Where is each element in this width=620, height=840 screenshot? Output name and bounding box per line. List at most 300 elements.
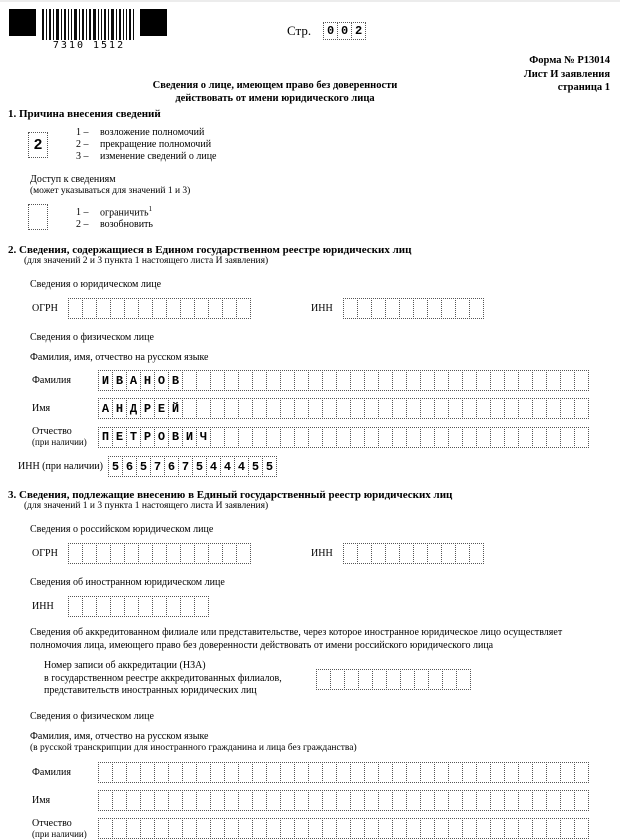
cell[interactable] bbox=[490, 398, 505, 419]
cell[interactable] bbox=[166, 596, 181, 617]
cell[interactable] bbox=[224, 762, 239, 783]
cell[interactable] bbox=[406, 762, 421, 783]
cell[interactable] bbox=[406, 427, 421, 448]
section3-foreign-inn-field[interactable] bbox=[68, 596, 209, 617]
cell[interactable] bbox=[96, 543, 111, 564]
cell[interactable] bbox=[280, 427, 295, 448]
cell[interactable] bbox=[532, 398, 547, 419]
cell[interactable] bbox=[434, 790, 449, 811]
cell[interactable] bbox=[126, 818, 141, 839]
cell[interactable] bbox=[236, 298, 251, 319]
cell[interactable] bbox=[420, 370, 435, 391]
cell[interactable] bbox=[112, 818, 127, 839]
cell[interactable] bbox=[350, 762, 365, 783]
cell[interactable] bbox=[68, 298, 83, 319]
cell[interactable]: Е bbox=[112, 427, 127, 448]
cell[interactable] bbox=[504, 398, 519, 419]
cell[interactable] bbox=[518, 427, 533, 448]
cell[interactable] bbox=[308, 818, 323, 839]
cell[interactable] bbox=[462, 370, 477, 391]
nza-field[interactable] bbox=[316, 669, 471, 690]
cell[interactable] bbox=[504, 790, 519, 811]
cell[interactable] bbox=[350, 790, 365, 811]
cell[interactable] bbox=[392, 790, 407, 811]
section2-inn-person-field[interactable] bbox=[108, 456, 277, 477]
cell[interactable] bbox=[358, 669, 373, 690]
cell[interactable] bbox=[322, 398, 337, 419]
cell[interactable] bbox=[385, 298, 400, 319]
cell[interactable] bbox=[392, 427, 407, 448]
cell[interactable] bbox=[455, 298, 470, 319]
cell[interactable] bbox=[378, 762, 393, 783]
cell[interactable] bbox=[476, 427, 491, 448]
cell[interactable] bbox=[504, 762, 519, 783]
cell[interactable]: В bbox=[168, 370, 183, 391]
cell[interactable] bbox=[252, 818, 267, 839]
cell[interactable] bbox=[280, 762, 295, 783]
cell[interactable] bbox=[364, 398, 379, 419]
cell[interactable] bbox=[252, 370, 267, 391]
cell[interactable]: Т bbox=[126, 427, 141, 448]
cell[interactable] bbox=[196, 790, 211, 811]
cell[interactable] bbox=[560, 427, 575, 448]
cell[interactable] bbox=[392, 818, 407, 839]
cell[interactable] bbox=[294, 398, 309, 419]
cell[interactable] bbox=[469, 543, 484, 564]
cell[interactable] bbox=[546, 762, 561, 783]
cell[interactable] bbox=[124, 298, 139, 319]
cell[interactable] bbox=[224, 790, 239, 811]
cell[interactable] bbox=[266, 398, 281, 419]
cell[interactable] bbox=[182, 762, 197, 783]
cell[interactable] bbox=[238, 818, 253, 839]
cell[interactable] bbox=[182, 818, 197, 839]
cell[interactable] bbox=[462, 398, 477, 419]
cell[interactable] bbox=[210, 818, 225, 839]
cell[interactable]: В bbox=[112, 370, 127, 391]
cell[interactable] bbox=[280, 818, 295, 839]
cell[interactable] bbox=[180, 596, 195, 617]
cell[interactable] bbox=[456, 669, 471, 690]
section2-ogrn-field[interactable] bbox=[68, 298, 251, 319]
cell[interactable] bbox=[546, 427, 561, 448]
cell[interactable] bbox=[490, 818, 505, 839]
cell[interactable] bbox=[266, 762, 281, 783]
section3-ogrn-field[interactable] bbox=[68, 543, 251, 564]
cell[interactable] bbox=[574, 818, 589, 839]
cell[interactable] bbox=[336, 762, 351, 783]
access-checkbox[interactable] bbox=[28, 204, 48, 230]
section2-name-field[interactable] bbox=[98, 398, 589, 419]
cell[interactable] bbox=[154, 790, 169, 811]
cell[interactable] bbox=[280, 398, 295, 419]
cell[interactable] bbox=[168, 762, 183, 783]
cell[interactable]: Р bbox=[140, 398, 155, 419]
cell[interactable] bbox=[420, 762, 435, 783]
page-number-boxes[interactable] bbox=[323, 22, 366, 40]
cell[interactable] bbox=[322, 790, 337, 811]
cell[interactable] bbox=[392, 398, 407, 419]
cell[interactable]: 0 bbox=[337, 22, 352, 40]
cell[interactable]: 5 bbox=[192, 456, 207, 477]
cell[interactable] bbox=[280, 370, 295, 391]
section2-surname-field[interactable] bbox=[98, 370, 589, 391]
cell[interactable] bbox=[316, 669, 331, 690]
cell[interactable] bbox=[238, 762, 253, 783]
cell[interactable] bbox=[364, 762, 379, 783]
cell[interactable]: 5 bbox=[248, 456, 263, 477]
cell[interactable] bbox=[336, 790, 351, 811]
cell[interactable] bbox=[252, 790, 267, 811]
cell[interactable] bbox=[180, 298, 195, 319]
cell[interactable] bbox=[266, 370, 281, 391]
cell[interactable]: 6 bbox=[164, 456, 179, 477]
cell[interactable] bbox=[343, 298, 358, 319]
cell[interactable]: 4 bbox=[234, 456, 249, 477]
cell[interactable] bbox=[420, 398, 435, 419]
cell[interactable] bbox=[504, 427, 519, 448]
cell[interactable] bbox=[138, 298, 153, 319]
cell[interactable] bbox=[322, 818, 337, 839]
cell[interactable] bbox=[350, 370, 365, 391]
cell[interactable] bbox=[574, 762, 589, 783]
cell[interactable] bbox=[110, 298, 125, 319]
cell[interactable] bbox=[182, 790, 197, 811]
cell[interactable]: 6 bbox=[122, 456, 137, 477]
cell[interactable] bbox=[308, 427, 323, 448]
cell[interactable]: И bbox=[98, 370, 113, 391]
cell[interactable] bbox=[124, 596, 139, 617]
cell[interactable] bbox=[110, 543, 125, 564]
cell[interactable] bbox=[280, 790, 295, 811]
cell[interactable] bbox=[166, 298, 181, 319]
cell[interactable]: 5 bbox=[108, 456, 123, 477]
cell[interactable] bbox=[68, 543, 83, 564]
cell[interactable] bbox=[154, 818, 169, 839]
cell[interactable] bbox=[448, 818, 463, 839]
cell[interactable] bbox=[364, 818, 379, 839]
cell[interactable] bbox=[252, 762, 267, 783]
cell[interactable] bbox=[364, 790, 379, 811]
cell[interactable] bbox=[434, 818, 449, 839]
cell[interactable] bbox=[238, 398, 253, 419]
cell[interactable] bbox=[428, 669, 443, 690]
cell[interactable] bbox=[504, 370, 519, 391]
cell[interactable] bbox=[336, 818, 351, 839]
cell[interactable] bbox=[182, 398, 197, 419]
cell[interactable] bbox=[441, 543, 456, 564]
cell[interactable] bbox=[560, 790, 575, 811]
section3-name-field[interactable] bbox=[98, 790, 589, 811]
cell[interactable]: Д bbox=[126, 398, 141, 419]
cell[interactable] bbox=[357, 543, 372, 564]
cell[interactable]: И bbox=[182, 427, 197, 448]
cell[interactable] bbox=[378, 398, 393, 419]
cell[interactable]: 5 bbox=[262, 456, 277, 477]
cell[interactable] bbox=[399, 543, 414, 564]
cell[interactable] bbox=[238, 427, 253, 448]
cell[interactable] bbox=[448, 762, 463, 783]
cell[interactable] bbox=[560, 398, 575, 419]
cell[interactable] bbox=[152, 298, 167, 319]
cell[interactable] bbox=[322, 762, 337, 783]
cell[interactable] bbox=[434, 398, 449, 419]
cell[interactable] bbox=[462, 427, 477, 448]
cell[interactable] bbox=[82, 543, 97, 564]
cell[interactable] bbox=[180, 543, 195, 564]
reason-checkbox[interactable] bbox=[28, 132, 48, 158]
cell[interactable] bbox=[224, 370, 239, 391]
cell[interactable] bbox=[427, 298, 442, 319]
cell[interactable] bbox=[420, 818, 435, 839]
cell[interactable] bbox=[476, 370, 491, 391]
cell[interactable] bbox=[420, 427, 435, 448]
cell[interactable] bbox=[112, 790, 127, 811]
section3-surname-field[interactable] bbox=[98, 762, 589, 783]
cell[interactable] bbox=[532, 790, 547, 811]
cell[interactable] bbox=[476, 762, 491, 783]
cell[interactable] bbox=[518, 790, 533, 811]
cell[interactable] bbox=[294, 427, 309, 448]
cell[interactable]: А bbox=[126, 370, 141, 391]
cell[interactable] bbox=[224, 818, 239, 839]
cell[interactable] bbox=[210, 762, 225, 783]
cell[interactable] bbox=[546, 818, 561, 839]
cell[interactable] bbox=[96, 298, 111, 319]
cell[interactable]: Й bbox=[168, 398, 183, 419]
cell[interactable] bbox=[476, 398, 491, 419]
cell[interactable]: Н bbox=[112, 398, 127, 419]
cell[interactable]: О bbox=[154, 370, 169, 391]
cell[interactable] bbox=[448, 790, 463, 811]
section2-inn-field[interactable] bbox=[343, 298, 484, 319]
cell[interactable] bbox=[82, 596, 97, 617]
cell[interactable] bbox=[462, 762, 477, 783]
cell[interactable] bbox=[330, 669, 345, 690]
cell[interactable] bbox=[168, 818, 183, 839]
cell[interactable] bbox=[336, 370, 351, 391]
section3-patronymic-field[interactable] bbox=[98, 818, 589, 839]
cell[interactable] bbox=[210, 790, 225, 811]
cell[interactable] bbox=[560, 370, 575, 391]
cell[interactable] bbox=[138, 543, 153, 564]
cell[interactable] bbox=[546, 398, 561, 419]
cell[interactable] bbox=[399, 298, 414, 319]
cell[interactable] bbox=[28, 204, 48, 230]
cell[interactable] bbox=[266, 790, 281, 811]
cell[interactable] bbox=[294, 790, 309, 811]
cell[interactable] bbox=[364, 370, 379, 391]
cell[interactable] bbox=[371, 543, 386, 564]
cell[interactable] bbox=[455, 543, 470, 564]
cell[interactable] bbox=[406, 398, 421, 419]
cell[interactable] bbox=[308, 790, 323, 811]
cell[interactable] bbox=[168, 790, 183, 811]
cell[interactable] bbox=[462, 790, 477, 811]
cell[interactable] bbox=[222, 543, 237, 564]
cell[interactable] bbox=[504, 818, 519, 839]
cell[interactable] bbox=[442, 669, 457, 690]
cell[interactable] bbox=[476, 818, 491, 839]
cell[interactable] bbox=[140, 818, 155, 839]
cell[interactable]: 5 bbox=[136, 456, 151, 477]
cell[interactable] bbox=[490, 427, 505, 448]
cell[interactable] bbox=[112, 762, 127, 783]
cell[interactable] bbox=[194, 596, 209, 617]
cell[interactable] bbox=[469, 298, 484, 319]
cell[interactable] bbox=[518, 370, 533, 391]
cell[interactable] bbox=[166, 543, 181, 564]
cell[interactable] bbox=[154, 762, 169, 783]
cell[interactable] bbox=[224, 427, 239, 448]
cell[interactable] bbox=[138, 596, 153, 617]
cell[interactable] bbox=[98, 790, 113, 811]
cell[interactable] bbox=[252, 427, 267, 448]
cell[interactable] bbox=[546, 370, 561, 391]
cell[interactable] bbox=[372, 669, 387, 690]
cell[interactable] bbox=[532, 370, 547, 391]
cell[interactable]: П bbox=[98, 427, 113, 448]
cell[interactable]: 4 bbox=[206, 456, 221, 477]
cell[interactable] bbox=[236, 543, 251, 564]
cell[interactable]: Р bbox=[140, 427, 155, 448]
cell[interactable] bbox=[448, 427, 463, 448]
cell[interactable] bbox=[357, 298, 372, 319]
cell[interactable] bbox=[420, 790, 435, 811]
cell[interactable] bbox=[238, 790, 253, 811]
cell[interactable] bbox=[532, 762, 547, 783]
cell[interactable] bbox=[208, 298, 223, 319]
cell[interactable] bbox=[518, 818, 533, 839]
cell[interactable]: Ч bbox=[196, 427, 211, 448]
cell[interactable] bbox=[196, 398, 211, 419]
cell[interactable] bbox=[364, 427, 379, 448]
cell[interactable]: В bbox=[168, 427, 183, 448]
cell[interactable] bbox=[406, 370, 421, 391]
cell[interactable] bbox=[448, 370, 463, 391]
cell[interactable] bbox=[96, 596, 111, 617]
cell[interactable] bbox=[414, 669, 429, 690]
cell[interactable] bbox=[378, 370, 393, 391]
cell[interactable] bbox=[532, 818, 547, 839]
cell[interactable] bbox=[110, 596, 125, 617]
cell[interactable] bbox=[385, 543, 400, 564]
cell[interactable] bbox=[308, 398, 323, 419]
cell[interactable] bbox=[434, 370, 449, 391]
cell[interactable] bbox=[546, 790, 561, 811]
cell[interactable] bbox=[462, 818, 477, 839]
cell[interactable] bbox=[532, 427, 547, 448]
cell[interactable] bbox=[126, 790, 141, 811]
cell[interactable]: 0 bbox=[323, 22, 338, 40]
cell[interactable] bbox=[322, 427, 337, 448]
cell[interactable] bbox=[210, 398, 225, 419]
cell[interactable] bbox=[182, 370, 197, 391]
cell[interactable] bbox=[378, 790, 393, 811]
section3-inn-field[interactable] bbox=[343, 543, 484, 564]
cell[interactable] bbox=[196, 818, 211, 839]
cell[interactable] bbox=[434, 762, 449, 783]
cell[interactable] bbox=[266, 427, 281, 448]
cell[interactable] bbox=[266, 818, 281, 839]
cell[interactable] bbox=[210, 370, 225, 391]
cell[interactable]: 7 bbox=[150, 456, 165, 477]
cell[interactable] bbox=[194, 298, 209, 319]
cell[interactable] bbox=[224, 398, 239, 419]
cell[interactable] bbox=[82, 298, 97, 319]
cell[interactable] bbox=[350, 818, 365, 839]
cell[interactable]: А bbox=[98, 398, 113, 419]
cell[interactable] bbox=[252, 398, 267, 419]
cell[interactable] bbox=[413, 543, 428, 564]
cell[interactable] bbox=[336, 398, 351, 419]
cell[interactable] bbox=[308, 370, 323, 391]
cell[interactable]: Н bbox=[140, 370, 155, 391]
cell[interactable] bbox=[124, 543, 139, 564]
cell[interactable] bbox=[126, 762, 141, 783]
cell[interactable]: 4 bbox=[220, 456, 235, 477]
cell[interactable]: Е bbox=[154, 398, 169, 419]
cell[interactable] bbox=[294, 370, 309, 391]
cell[interactable] bbox=[322, 370, 337, 391]
cell[interactable] bbox=[392, 762, 407, 783]
cell[interactable]: 2 bbox=[28, 132, 48, 158]
cell[interactable]: 7 bbox=[178, 456, 193, 477]
cell[interactable] bbox=[574, 427, 589, 448]
cell[interactable] bbox=[427, 543, 442, 564]
cell[interactable] bbox=[98, 762, 113, 783]
cell[interactable] bbox=[350, 427, 365, 448]
cell[interactable] bbox=[208, 543, 223, 564]
cell[interactable] bbox=[490, 762, 505, 783]
cell[interactable] bbox=[196, 762, 211, 783]
cell[interactable] bbox=[98, 818, 113, 839]
cell[interactable] bbox=[378, 427, 393, 448]
cell[interactable] bbox=[344, 669, 359, 690]
cell[interactable] bbox=[386, 669, 401, 690]
cell[interactable] bbox=[413, 298, 428, 319]
cell[interactable] bbox=[371, 298, 386, 319]
cell[interactable] bbox=[238, 370, 253, 391]
cell[interactable] bbox=[378, 818, 393, 839]
cell[interactable] bbox=[560, 762, 575, 783]
cell[interactable] bbox=[400, 669, 415, 690]
cell[interactable] bbox=[194, 543, 209, 564]
cell[interactable] bbox=[308, 762, 323, 783]
cell[interactable] bbox=[490, 370, 505, 391]
cell[interactable] bbox=[350, 398, 365, 419]
cell[interactable]: 2 bbox=[351, 22, 366, 40]
cell[interactable] bbox=[560, 818, 575, 839]
section2-patronymic-field[interactable] bbox=[98, 427, 589, 448]
cell[interactable] bbox=[152, 596, 167, 617]
cell[interactable] bbox=[294, 762, 309, 783]
cell[interactable] bbox=[434, 427, 449, 448]
cell[interactable] bbox=[392, 370, 407, 391]
cell[interactable] bbox=[210, 427, 225, 448]
cell[interactable] bbox=[140, 762, 155, 783]
cell[interactable] bbox=[294, 818, 309, 839]
cell[interactable] bbox=[448, 398, 463, 419]
cell[interactable] bbox=[490, 790, 505, 811]
cell[interactable]: О bbox=[154, 427, 169, 448]
cell[interactable] bbox=[68, 596, 83, 617]
cell[interactable] bbox=[140, 790, 155, 811]
cell[interactable] bbox=[574, 398, 589, 419]
cell[interactable] bbox=[574, 790, 589, 811]
cell[interactable] bbox=[406, 818, 421, 839]
cell[interactable] bbox=[441, 298, 456, 319]
